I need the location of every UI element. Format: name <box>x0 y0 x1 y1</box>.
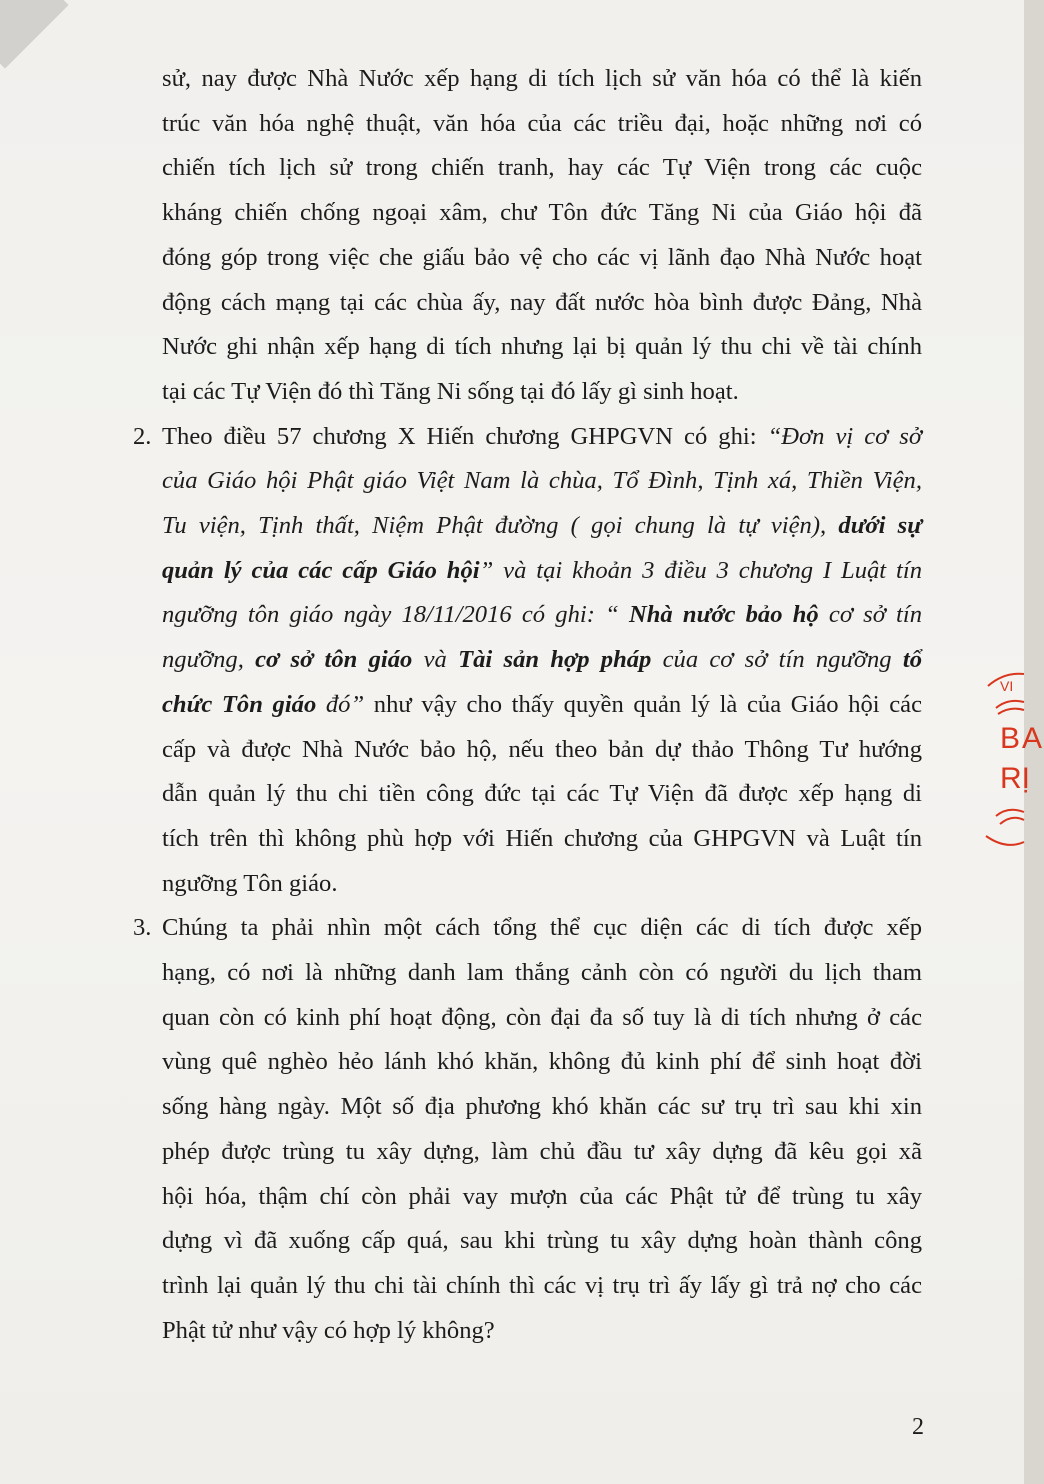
list-item-line <box>162 1271 922 1301</box>
stamp-text-1: VI <box>1000 678 1014 694</box>
text-run: chức Tôn giáo <box>162 690 317 718</box>
list-item-line <box>162 735 922 765</box>
list-item-line <box>162 824 922 854</box>
page-number: 2 <box>912 1414 924 1440</box>
list-item-line <box>162 1003 922 1033</box>
list-item-line <box>162 1226 922 1256</box>
text-run: Phật tử như vậy có hợp lý không? <box>162 1316 495 1344</box>
page-corner-shadow <box>0 0 69 69</box>
text-run: cơ sở tôn giáo <box>255 646 413 674</box>
text-line: động cách mạng tại các chùa ấy, nay đất nước hòa bình được Đảng, Nhà <box>162 288 922 316</box>
text-line: tại các Tự Viện đó thì Tăng Ni sống tại đó lấy gì sinh hoạt. <box>162 377 739 405</box>
text-line: kháng chiến chống ngoại xâm, chư Tôn đức Tăng Ni của Giáo hội đã <box>162 199 922 227</box>
text-run: ngưỡng Tôn giáo. <box>162 869 338 897</box>
text-run: dựng vì đã xuống cấp quá, sau khi trùng tu xây dựng hoàn thành công <box>162 1227 922 1255</box>
text-run: Nhà nước bảo hộ <box>628 601 819 629</box>
text-run: vùng quê nghèo hẻo lánh khó khăn, không đủ kinh phí để sinh hoạt đời <box>162 1048 922 1076</box>
list-item-line <box>162 645 922 675</box>
list-item-line <box>162 779 922 809</box>
list-item-line <box>162 1137 922 1167</box>
text-line: sử, nay được Nhà Nước xếp hạng di tích lịch sử văn hóa có thể là kiến <box>162 65 922 92</box>
text-run: và <box>412 646 459 674</box>
list-item-line <box>162 1092 922 1122</box>
list-item-line <box>162 466 922 496</box>
text-run: “Đơn vị cơ sở <box>767 422 922 450</box>
list-item-line <box>162 1047 922 1077</box>
text-run: của cơ sở tín ngưỡng <box>651 646 903 674</box>
text-run: Tài sản hợp pháp <box>458 646 652 674</box>
list-item-number: 3. <box>133 914 152 942</box>
red-stamp-fragment <box>984 664 1044 864</box>
list-item-line <box>162 690 922 720</box>
text-run: tích trên thì không phù hợp với Hiến chương của GHPGVN và Luật tín <box>162 824 922 852</box>
text-run: quan còn có kinh phí hoạt động, còn đại đa số tuy là di tích nhưng ở các <box>162 1003 922 1031</box>
text-run: Chúng ta phải nhìn một cách tổng thể cục diện các di tích được xếp <box>162 914 922 942</box>
text-run: quản lý của các cấp Giáo hội <box>162 556 480 584</box>
list-item-line <box>162 913 922 943</box>
text-run: Tu viện, Tịnh thất, Niệm Phật đường ( gọi chung là tự viện), <box>162 512 839 539</box>
text-run: trình lại quản lý thu chi tài chính thì các vị trụ trì ấy lấy gì trả nợ cho các <box>162 1271 922 1299</box>
list-item-line <box>162 1182 922 1212</box>
text-line: Nước ghi nhận xếp hạng di tích nhưng lại bị quản lý thu chi về tài chính <box>162 333 922 361</box>
list-item-line <box>162 511 922 541</box>
text-run: cơ sở tín <box>818 601 922 629</box>
text-run: Theo điều 57 chương X Hiến chương GHPGVN có ghi: <box>162 422 768 450</box>
list-item-line <box>162 600 922 630</box>
list-item-line <box>162 556 922 586</box>
text-run: ngưỡng tôn giáo ngày 18/11/2016 có ghi: “ <box>162 601 629 629</box>
text-line: đóng góp trong việc che giấu bảo vệ cho các vị lãnh đạo Nhà Nước hoạt <box>162 243 922 271</box>
text-run: phép được trùng tu xây dựng, làm chủ đầu tư xây dựng đã kêu gọi xã <box>162 1137 922 1165</box>
text-run: đó” <box>316 690 365 718</box>
text-run: dưới sự <box>838 512 922 539</box>
text-run: dẫn quản lý thu chi tiền công đức tại các Tự Viện đã được xếp hạng di <box>162 780 922 808</box>
text-run: ” và tại khoản 3 điều 3 chương I Luật tín <box>479 556 922 584</box>
list-item-line <box>162 422 922 452</box>
text-run: hạng, có nơi là những danh lam thắng cảnh còn có người du lịch tham <box>162 959 922 986</box>
text-run: tổ <box>902 646 923 674</box>
text-run: sống hàng ngày. Một số địa phương khó khăn các sư trụ trì sau khi xin <box>162 1093 922 1121</box>
text-line: chiến tích lịch sử trong chiến tranh, hay các Tự Viện trong các cuộc <box>162 154 922 182</box>
text-run: như vậy cho thấy quyền quản lý là của Giáo hội các <box>364 690 923 718</box>
list-item-line <box>162 1316 495 1346</box>
list-item-number: 2. <box>133 422 152 450</box>
text-run: cấp và được Nhà Nước bảo hộ, nếu theo bản dự thảo Thông Tư hướng <box>162 735 922 763</box>
text-line: trúc văn hóa nghệ thuật, văn hóa của các triều đại, hoặc những nơi có <box>162 109 922 137</box>
stamp-text-2: BA <box>1000 722 1044 755</box>
text-run: hội hóa, thậm chí còn phải vay mượn của các Phật tử để trùng tu xây <box>162 1182 922 1210</box>
list-item-line <box>162 869 337 899</box>
list-item-line <box>162 958 922 988</box>
text-run: ngưỡng, <box>162 646 256 674</box>
text-run: của Giáo hội Phật giáo Việt Nam là chùa, Tổ Đình, Tịnh xá, Thiền Viện, <box>162 467 922 495</box>
stamp-text-3: RỊ <box>1000 762 1030 795</box>
